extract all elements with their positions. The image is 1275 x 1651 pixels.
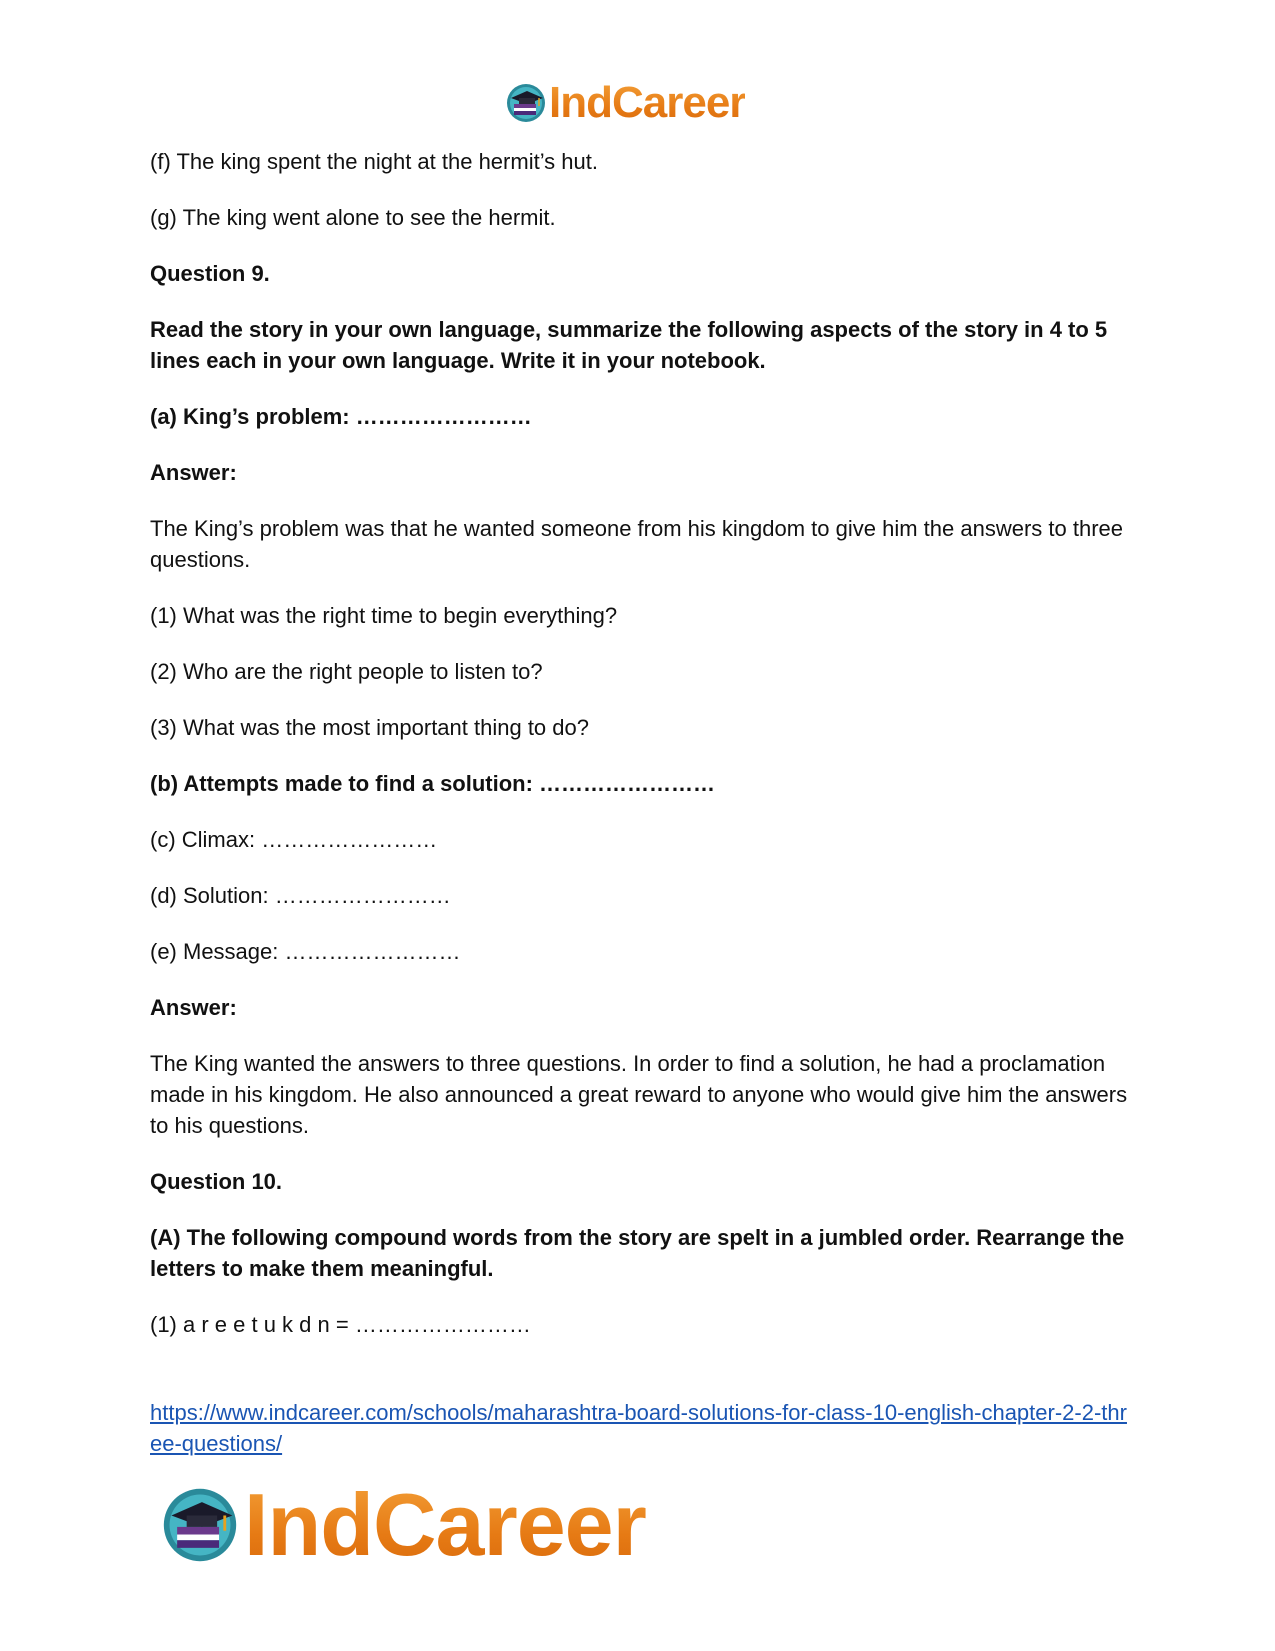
paragraph: (b) Attempts made to find a solution: …………………… (150, 771, 716, 796)
paragraph: (2) Who are the right people to listen to? (150, 659, 543, 684)
logo-text: IndCareer (549, 78, 746, 127)
paragraph: (d) Solution: …………………… (150, 883, 451, 908)
paragraph: Answer: (150, 460, 237, 485)
paragraph: (f) The king spent the night at the hermit’s hut. (150, 149, 598, 174)
footer-logo (160, 1474, 646, 1576)
logo-text: IndCareer (244, 1475, 646, 1574)
paragraph: Answer: (150, 995, 237, 1020)
paragraph: (1) What was the right time to begin everything? (150, 603, 618, 628)
paragraph: (e) Message: …………………… (150, 939, 461, 964)
document-body (150, 146, 1135, 1365)
header-logo (505, 78, 745, 128)
paragraph: (3) What was the most important thing to do? (150, 715, 589, 740)
paragraph: (a) King’s problem: …………………… (150, 404, 532, 429)
paragraph: (A) The following compound words from the story are spelt in a jumbled order. Rearrange the letters to make them meaningful. (150, 1225, 1125, 1281)
source-link[interactable]: https://www.indcareer.com/schools/maharashtra-board-solutions-for-class-10-english-chapter-2-2-three-questions/ (150, 1400, 1127, 1456)
graduation-cap-book-icon (160, 1485, 240, 1565)
paragraph: Question 9. (150, 261, 270, 286)
paragraph: The King wanted the answers to three questions. In order to find a solution, he had a proclamation made in his kingdom. He also announced a great reward to anyone who would give him the answers to his questions. (150, 1051, 1128, 1138)
paragraph: (1) a r e e t u k d n = …………………… (150, 1312, 531, 1337)
graduation-cap-book-icon (505, 82, 547, 124)
paragraph: Question 10. (150, 1169, 283, 1194)
paragraph: (g) The king went alone to see the hermit. (150, 205, 556, 230)
paragraph: (c) Climax: …………………… (150, 827, 438, 852)
paragraph: Read the story in your own language, summarize the following aspects of the story in 4 to 5 lines each in your own language. Write it in your notebook. (150, 317, 1108, 373)
paragraph: The King’s problem was that he wanted someone from his kingdom to give him the answers to three questions. (150, 516, 1123, 572)
